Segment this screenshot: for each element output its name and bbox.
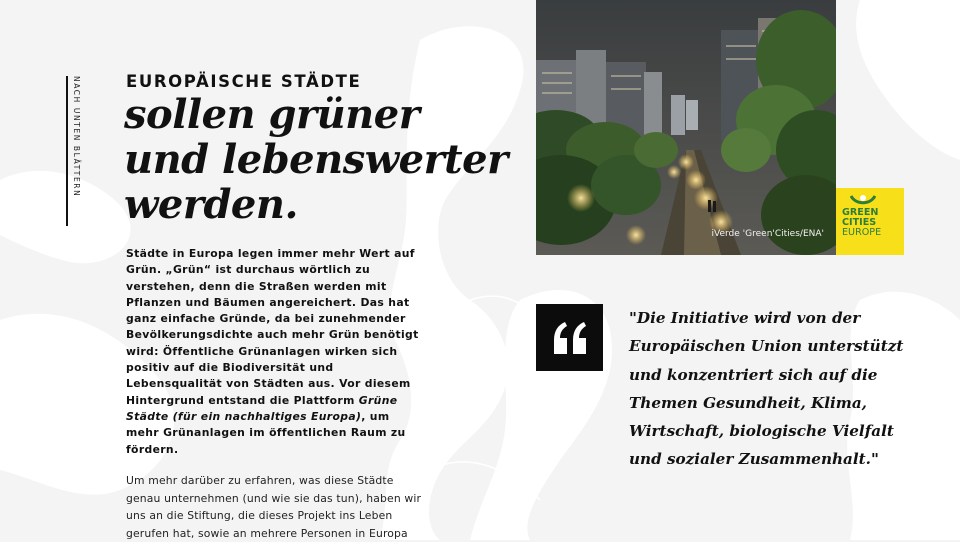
intro-paragraph bbox=[126, 246, 426, 458]
section-kicker: EUROPÄISCHE STÄDTE bbox=[126, 72, 362, 91]
title-line: werden. bbox=[124, 181, 298, 228]
logo-text: GREEN bbox=[842, 207, 879, 218]
scroll-down-label: NACH UNTEN BLÄTTERN bbox=[72, 76, 81, 198]
intro-text: Städte in Europa legen immer mehr Wert auf Grün. „Grün“ ist durchaus wörtlich zu verstehen, denn die Straßen werden mit Pflanzen und Bäumen angereichert. Das hat ganz einfache Gründe, da bei zunehmender Bevölkerungsdichte auch mehr Grün benötigt wird: Öffentliche Grünanlagen wirken sich positiv auf die Biodiversität und Lebensqualität von Städten aus. Vor diesem Hintergrund entstand die Plattform bbox=[126, 247, 419, 407]
intro-emphasis: Grüne Städte (für ein nachhaltiges Europa) bbox=[126, 393, 398, 423]
page-title bbox=[124, 92, 544, 227]
quote-icon-box bbox=[536, 304, 603, 371]
title-line: sollen grüner bbox=[124, 91, 420, 138]
intro-text-end: , um mehr Grünanlagen im öffentlichen Raum zu fördern. bbox=[126, 409, 406, 456]
logo-text: EUROPE bbox=[842, 227, 882, 238]
photo-credit: iVerde 'Green'Cities/ENA' bbox=[711, 229, 824, 239]
city-park-photo bbox=[536, 0, 836, 255]
title-line: und lebenswerter bbox=[124, 136, 508, 183]
quote-text: "Die Initiative wird von der Europäischen Union unterstützt und konzentriert sich auf die Themen Gesundheit, Klima, Wirtschaft, biologische Vielfalt und sozialer Zusammenhalt." bbox=[629, 309, 904, 469]
quote-icon bbox=[550, 322, 590, 354]
scroll-down-hint[interactable] bbox=[66, 76, 88, 226]
green-cities-europe-logo bbox=[836, 188, 904, 255]
leaf-arc-icon bbox=[850, 194, 876, 206]
logo-text: CITIES bbox=[842, 217, 877, 228]
body-paragraph: Um mehr darüber zu erfahren, was diese Städte genau unternehmen (und wie sie das tun), haben wir uns an die Stiftung, die dieses Projekt ins Leben gerufen hat, sowie an mehrere Personen in Europa bbox=[126, 474, 422, 540]
